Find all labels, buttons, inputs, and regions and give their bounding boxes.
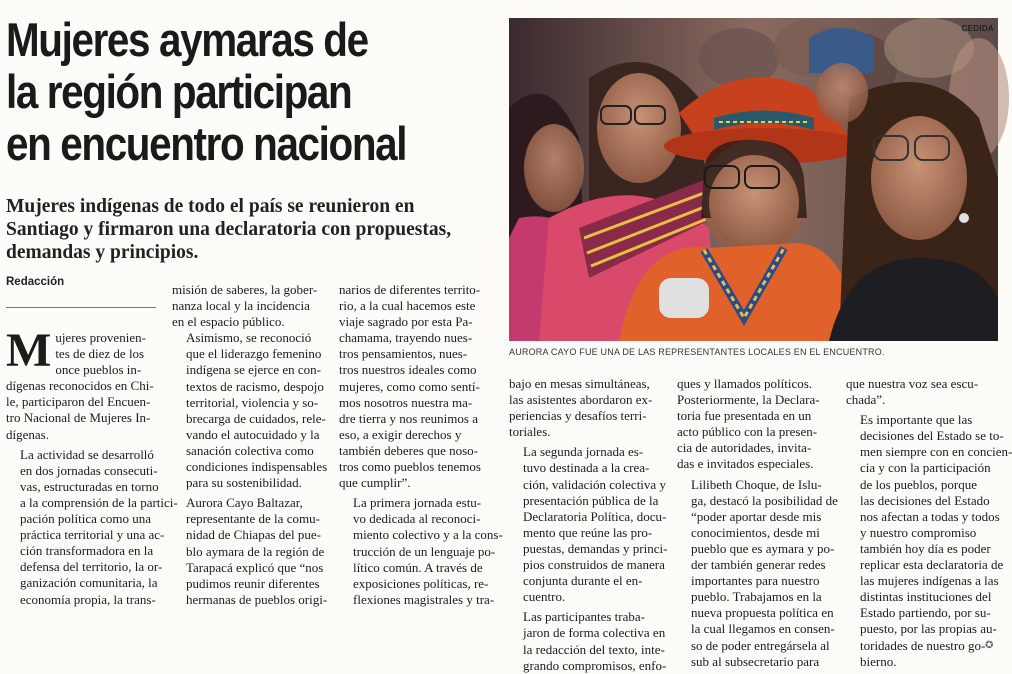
text-line: vando el autocuidado y la [186, 426, 320, 442]
text-line: chada”. [846, 392, 886, 408]
paragraph [509, 376, 661, 440]
text-line: Las participantes traba- [523, 609, 645, 625]
text-line: distintas instituciones del [860, 589, 992, 605]
text-line: tuvo destinada a la crea- [523, 460, 650, 476]
deck-line-1: Mujeres indígenas de todo el país se reunieron en [6, 196, 415, 217]
text-line: chamama, trayendo nues- [339, 330, 473, 346]
text-line: pueblo que es aymara y po- [691, 540, 835, 556]
text-line: bierno. [860, 653, 897, 669]
text-line: decisiones del Estado se to- [860, 428, 1004, 444]
text-line: Tarapacá explicó que “nos [186, 559, 324, 575]
text-line: presentación pública de la [523, 492, 659, 508]
column-3 [339, 282, 503, 608]
text-line: también hoy día es poder [860, 540, 991, 556]
paragraph [172, 282, 322, 330]
text-line: periencias y desafíos terri- [509, 408, 647, 424]
text-line: Aurora Cayo Baltazar, [186, 495, 303, 511]
text-line: en dos jornadas consecuti- [20, 462, 158, 478]
text-line: mos nosotros nuestra ma- [339, 394, 473, 410]
text-line: flexiones magistrales y tra- [353, 591, 495, 607]
paragraph [846, 376, 996, 408]
text-line: ción transformadora en la [20, 543, 154, 559]
text-line: acto público con la presen- [677, 424, 818, 440]
paragraph [509, 444, 668, 605]
text-line: a la comprensión de la partici- [20, 494, 178, 510]
column-6 [846, 376, 1012, 670]
headline-line-1: Mujeres aymaras de [6, 13, 368, 66]
headline-line-3: en encuentro nacional [6, 117, 407, 170]
text-line: La primera jornada estu- [353, 495, 482, 511]
text-line: economía propia, la trans- [20, 591, 156, 607]
text-line: tros pensamientos, nues- [339, 346, 468, 362]
text-line: misión de saberes, la gober- [172, 282, 318, 297]
text-line: que nuestra voz sea escu- [846, 376, 979, 391]
deck-line-3: demandas y principios. [6, 242, 199, 263]
text-line: lítico común. A través de [353, 559, 483, 575]
text-line: pudimos reunir diferentes [186, 575, 320, 591]
text-line: “poder aportar desde mis [691, 508, 822, 524]
text-line: Lilibeth Choque, de Islu- [691, 476, 822, 492]
text-line: so de poder entregársela al [691, 637, 830, 653]
text-line: tes de diez de los [55, 346, 145, 362]
paragraph [677, 476, 838, 670]
text-line: tros nuestros ideales como [339, 362, 477, 378]
text-line: das e invitados especiales. [677, 456, 814, 472]
paragraph [172, 330, 328, 491]
drop-cap: M [6, 324, 52, 377]
text-line: ujeres provenien- [55, 330, 146, 345]
text-line: nueva propuesta política en [691, 605, 834, 621]
deck-line-2: Santiago y firmaron una declaratoria con propuestas, [6, 219, 452, 240]
text-line: cia y con la participación [860, 460, 991, 476]
text-line: textos de racismo, despojo [186, 378, 324, 394]
text-line: vas, estructuradas en torno [20, 478, 159, 494]
paragraph [509, 609, 667, 673]
text-line: cia de autoridades, invita- [677, 440, 812, 456]
paragraph [846, 412, 1012, 670]
text-line: vo dedicada al reconoci- [353, 511, 481, 527]
text-line: toriales. [509, 424, 551, 440]
text-line: dre tierra y nos reunimos a [339, 410, 478, 426]
text-line: defensa del territorio, la or- [20, 559, 163, 575]
paragraph [6, 446, 178, 608]
text-line: grando compromisos, enfo- [523, 657, 667, 673]
text-line: pueblo. Trabajamos en la [691, 589, 822, 605]
text-line: tros como pueblos tenemos [339, 459, 481, 475]
text-line: rio, a la cual hacemos este [339, 298, 476, 314]
text-line: exposiciones políticas, re- [353, 575, 489, 591]
text-line: que cumplir”. [339, 475, 411, 491]
text-line: narios de diferentes territo- [339, 282, 481, 297]
text-line: Es importante que las [860, 412, 973, 428]
text-line: dígenas. [6, 426, 49, 442]
text-line: las asistentes abordaron ex- [509, 392, 653, 408]
text-line: once pueblos in- [55, 362, 142, 378]
text-line: toridades de nuestro go- [860, 637, 986, 653]
text-line: toria fue presentada en un [677, 408, 812, 424]
paragraph [339, 282, 491, 491]
column-1 [6, 324, 178, 608]
text-line: pios construidos de manera [523, 557, 665, 573]
column-2 [172, 282, 328, 608]
text-line: La actividad se desarrolló [20, 446, 154, 462]
text-line: trucción de un lenguaje po- [353, 543, 496, 559]
text-line: Posteriormente, la Declara- [677, 392, 820, 408]
text-line: nanza local y la incidencia [172, 298, 310, 314]
byline-divider [6, 307, 156, 308]
text-line: ga, destacó la posibilidad de [691, 492, 838, 508]
text-line: tro Nacional de Mujeres In- [6, 410, 151, 426]
text-line: bajo en mesas simultáneas, [509, 376, 650, 391]
article-photo [509, 18, 998, 341]
text-line: importantes para nuestro [691, 573, 820, 589]
text-line: La segunda jornada es- [523, 444, 644, 460]
text-line: que el liderazgo femenino [186, 346, 322, 362]
paragraph [677, 376, 829, 473]
text-line: dígenas reconocidos en Chi- [6, 378, 154, 394]
column-4 [509, 376, 668, 674]
deck [6, 195, 506, 264]
text-line: para su sostenibilidad. [186, 475, 302, 491]
text-line: blo aymara de la región de [186, 543, 325, 559]
photo-caption: AURORA CAYO FUE UNA DE LAS REPRESENTANTES LOCALES EN EL ENCUENTRO. [509, 347, 885, 357]
photo-illustration [509, 18, 998, 341]
text-line: Declaratoria Política, docu- [523, 508, 667, 524]
text-line: territorial, violencia y so- [186, 394, 319, 410]
paragraph [172, 495, 328, 608]
text-line: conjunta durante el en- [523, 573, 643, 589]
text-line: sub al subsecretario para [691, 653, 820, 669]
text-line: pación política como una [20, 511, 152, 527]
text-line: der también generar redes [691, 557, 826, 573]
text-line: cuentro. [523, 589, 566, 605]
text-line: miento colectivo y a la cons- [353, 527, 503, 543]
text-line: eso, a exigir derechos y [339, 426, 462, 442]
text-line: ques y llamados políticos. [677, 376, 813, 391]
text-line: nos afectan a todas y todos [860, 508, 1000, 524]
text-line: ganización comunitaria, la [20, 575, 158, 591]
text-line: mujeres, como como sentí- [339, 378, 480, 394]
paragraph [339, 495, 503, 608]
text-line: las mujeres indígenas a las [860, 573, 999, 589]
intro-paragraph [6, 324, 154, 443]
headline [6, 14, 436, 170]
text-line: puesto, por las propias au- [860, 621, 997, 637]
text-line: la redacción del texto, inte- [523, 641, 665, 657]
text-line: en el espacio público. [172, 314, 285, 330]
text-line: de los pueblos, porque [860, 476, 977, 492]
text-line: replicar esta declaratoria de [860, 557, 1004, 573]
text-line: condiciones indispensables [186, 459, 328, 475]
byline: Redacción [6, 276, 65, 288]
text-line: práctica territorial y una ac- [20, 527, 165, 543]
text-line: mento que reúne las pro- [523, 524, 653, 540]
column-5 [677, 376, 838, 670]
text-line: y nuestro compromiso [860, 524, 977, 540]
headline-line-2: la región participan [6, 65, 352, 118]
text-line: hermanas de pueblos origi- [186, 591, 328, 607]
text-line: viaje sagrado por esta Pa- [339, 314, 473, 330]
text-line: la cual llegamos en consen- [691, 621, 835, 637]
text-line: puestas, demandas y princi- [523, 540, 668, 556]
text-line: Estado partiendo, por su- [860, 605, 991, 621]
text-line: las decisiones del Estado [860, 492, 990, 508]
text-line: representante de la comu- [186, 511, 320, 527]
text-line: ción, validación colectiva y [523, 476, 666, 492]
text-line: conocimientos, desde mi [691, 524, 820, 540]
text-line: indígena se ejerce en con- [186, 362, 321, 378]
text-line: le, participaron del Encuen- [6, 394, 151, 410]
text-line: Asimismo, se reconoció [186, 330, 312, 346]
text-line: jaron de forma colectiva en [523, 625, 666, 641]
text-line: brecarga de cuidados, rele- [186, 410, 326, 426]
text-line: men siempre con en concien- [860, 444, 1012, 460]
text-line: también deberes que noso- [339, 442, 478, 458]
photo-credit: CEDIDA [961, 24, 994, 33]
text-line: sanación colectiva como [186, 442, 314, 458]
end-of-article-icon: ✪ [985, 640, 994, 651]
text-line: nidad de Chiapas del pue- [186, 527, 322, 543]
